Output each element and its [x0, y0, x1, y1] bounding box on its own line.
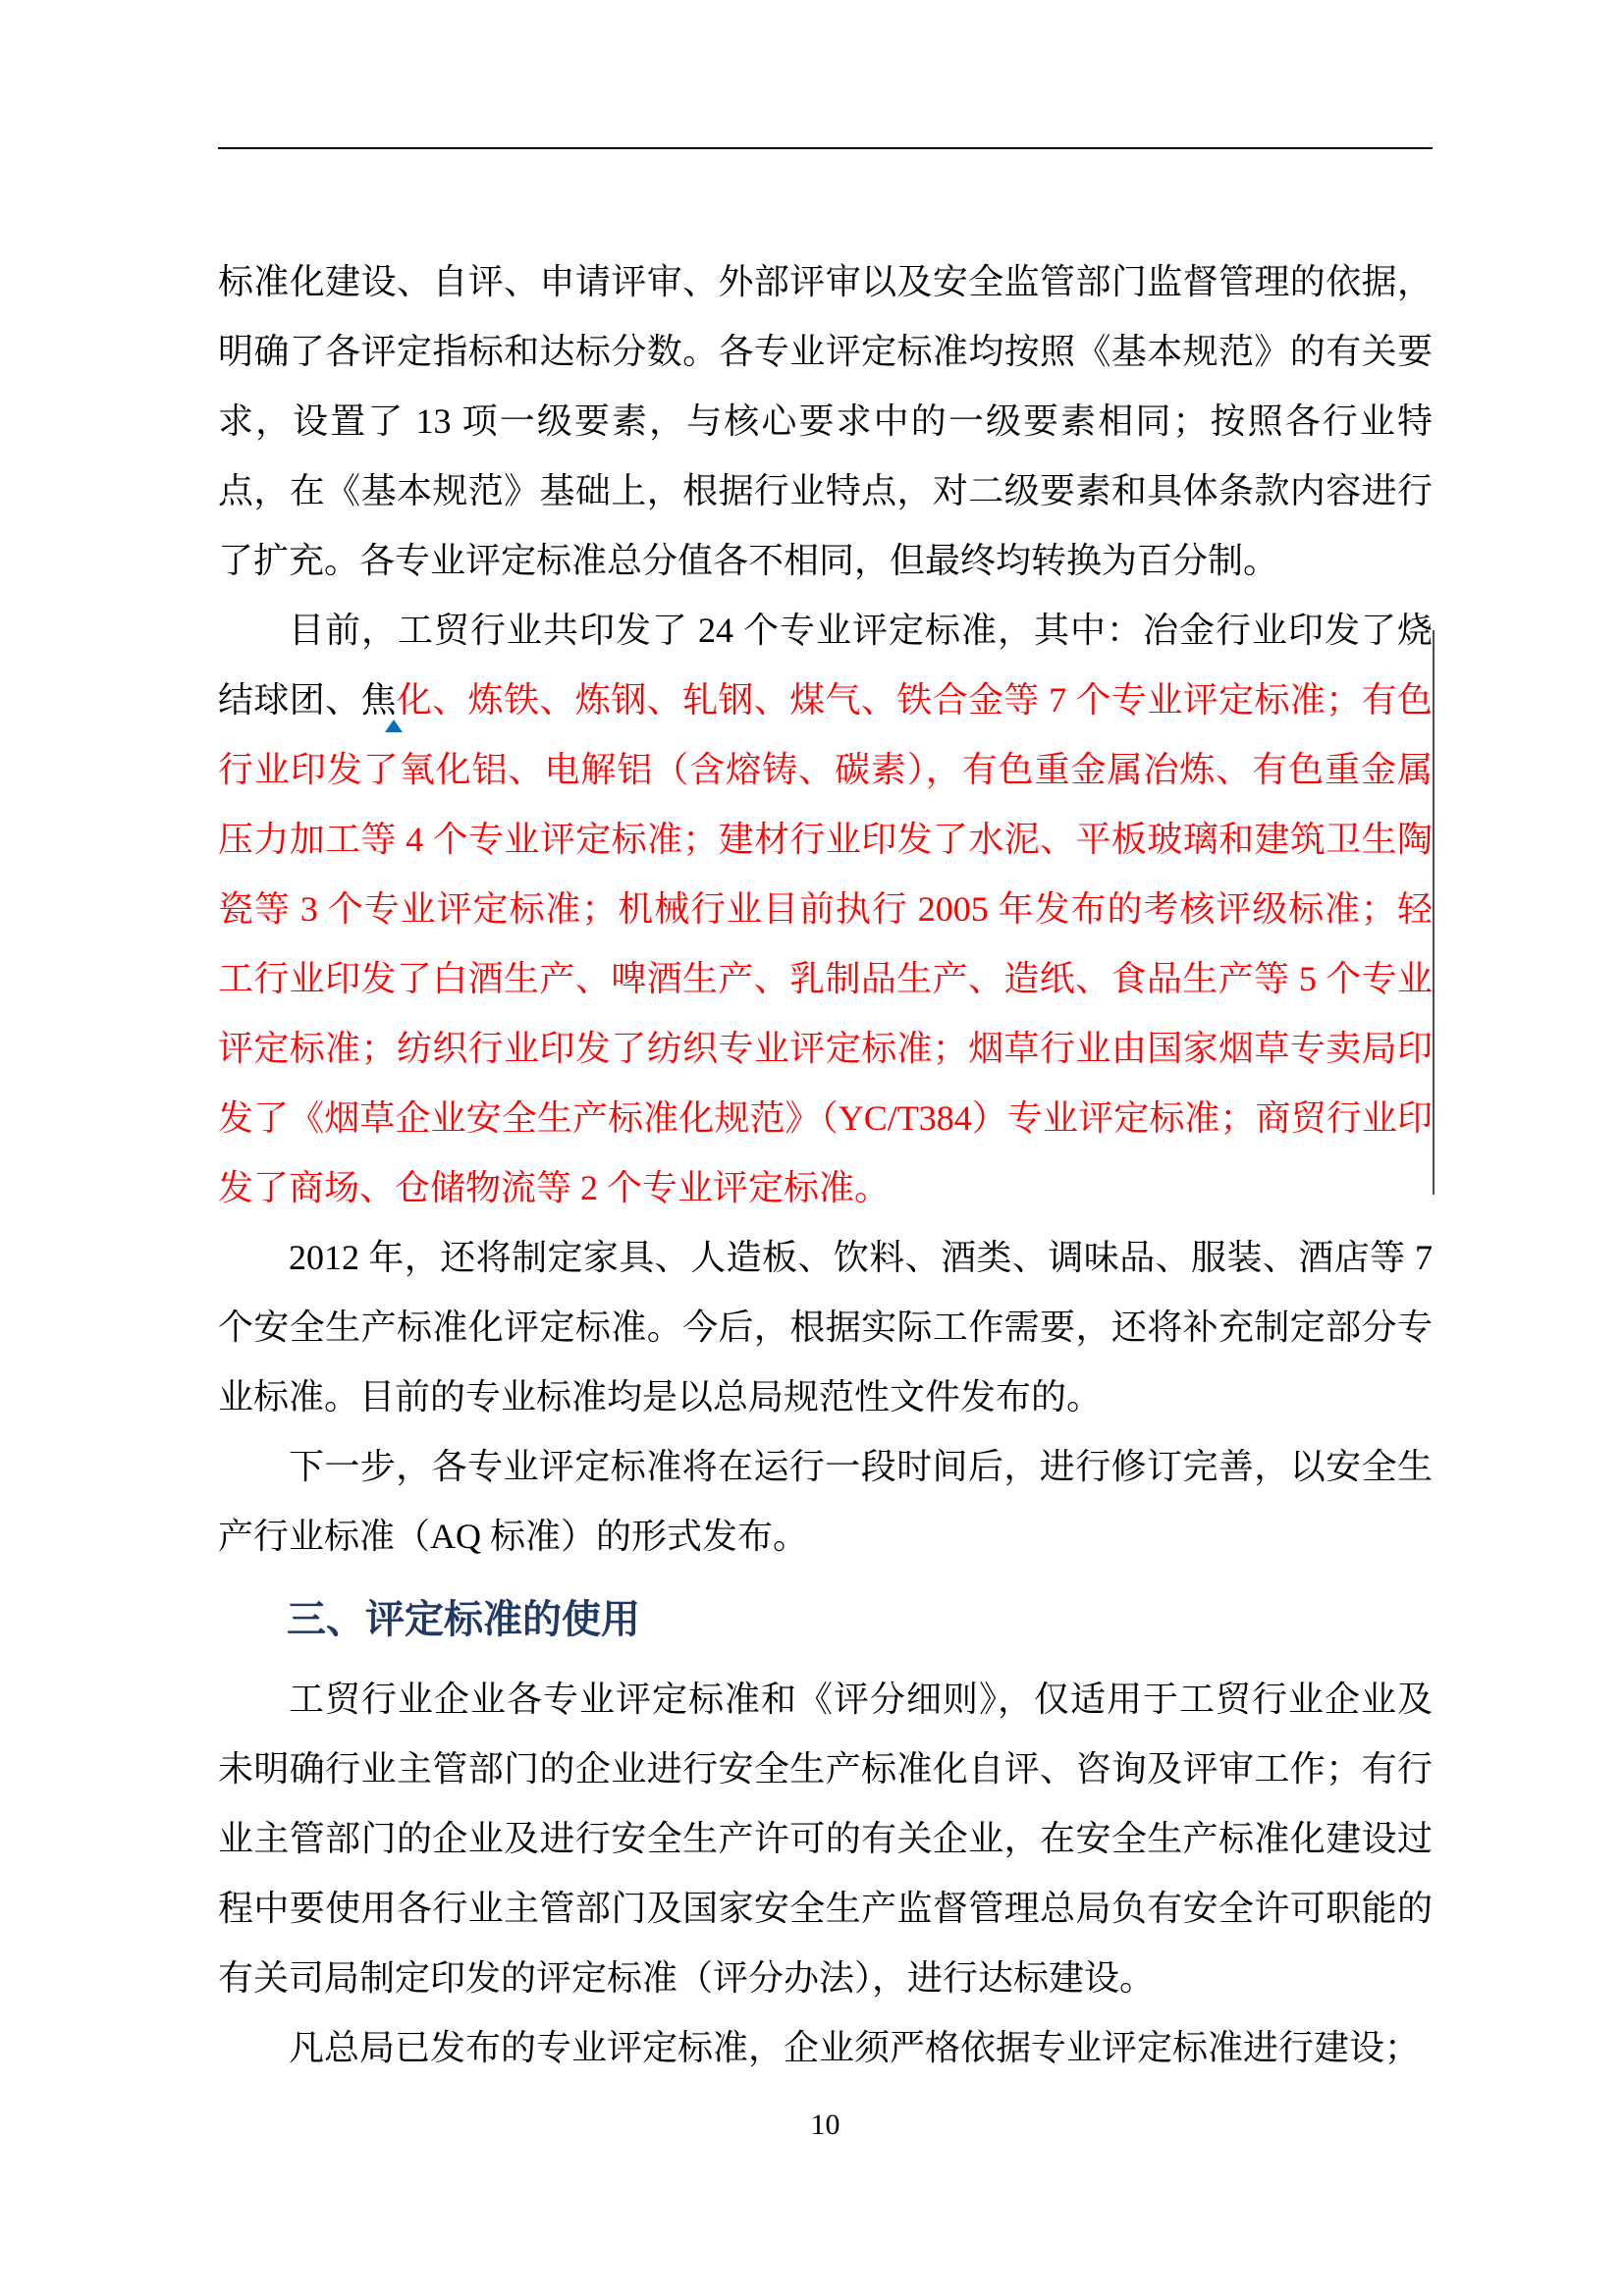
body-paragraph-6: [218, 2013, 1433, 2083]
body-paragraph-2: [218, 596, 1433, 1223]
revision-change-bar: [1433, 630, 1435, 1195]
body-paragraph-4: [218, 1432, 1433, 1572]
paragraph-text-black-run: 目前，工贸行业共印发了 24 个专业评定标准，其中：冶金行业印发了烧结球团、焦: [218, 611, 1433, 720]
paragraph-text: 2012 年，还将制定家具、人造板、饮料、酒类、调味品、服装、酒店等 7 个安全生产标准化评定标准。今后，根据实际工作需要，还将补充制定部分专业标准。目前的专业标准均是以总局规范性文件发布的。: [218, 1238, 1433, 1416]
section-heading: 三、评定标准的使用: [287, 1598, 640, 1641]
paragraph-text: 下一步，各专业评定标准将在运行一段时间后，进行修订完善，以安全生产行业标准（AQ 标准）的形式发布。: [218, 1447, 1433, 1556]
header-rule: [218, 147, 1433, 149]
paragraph-text: 标准化建设、自评、申请评审、外部评审以及安全监管部门监督管理的依据，明确了各评定指标和达标分数。各专业评定标准均按照《基本规范》的有关要求，设置了 13 项一级要素，与核心要求中的一级要素相同；按照各行业特点，在《基本规范》基础上，根据行业特点，对二级要素和具体条款内容进行了扩充。各专业评定标准总分值各不相同，但最终均转换为百分制。: [218, 262, 1433, 580]
paragraph-text-revised-red-run: 化、炼铁、炼钢、轧钢、煤气、铁合金等 7 个专业评定标准；有色行业印发了氧化铝、电解铝（含熔铸、碳素），有色重金属冶炼、有色重金属压力加工等 4 个专业评定标准；建材行业印发了水泥、平板玻璃和建筑卫生陶瓷等 3 个专业评定标准；机械行业目前执行 2005 年发布的考核评级标准；轻工行业印发了白酒生产、啤酒生产、乳制品生产、造纸、食品生产等 5 个专业评定标准；纺织行业印发了纺织专业评定标准；烟草行业由国家烟草专卖局印发了《烟草企业安全生产标准化规范》（YC/T384）专业评定标准；商贸行业印发了商场、仓储物流等 2 个专业评定标准。: [218, 680, 1433, 1207]
page-number: 10: [810, 2109, 840, 2141]
paragraph-text: 凡总局已发布的专业评定标准，企业须严格依据专业评定标准进行建设；: [289, 2028, 1421, 2067]
body-paragraph-1: [218, 247, 1433, 596]
body-paragraph-3: [218, 1223, 1433, 1432]
revision-caret-icon: [385, 720, 403, 732]
paragraph-text: 工贸行业企业各专业评定标准和《评分细则》，仅适用于工贸行业企业及未明确行业主管部门的企业进行安全生产标准化自评、咨询及评审工作；有行业主管部门的企业及进行安全生产许可的有关企业，在安全生产标准化建设过程中要使用各行业主管部门及国家安全生产监督管理总局负有安全许可职能的有关司局制定印发的评定标准（评分办法），进行达标建设。: [218, 1680, 1433, 1998]
body-paragraph-5: [218, 1665, 1433, 2013]
document-body: [218, 247, 1433, 2083]
